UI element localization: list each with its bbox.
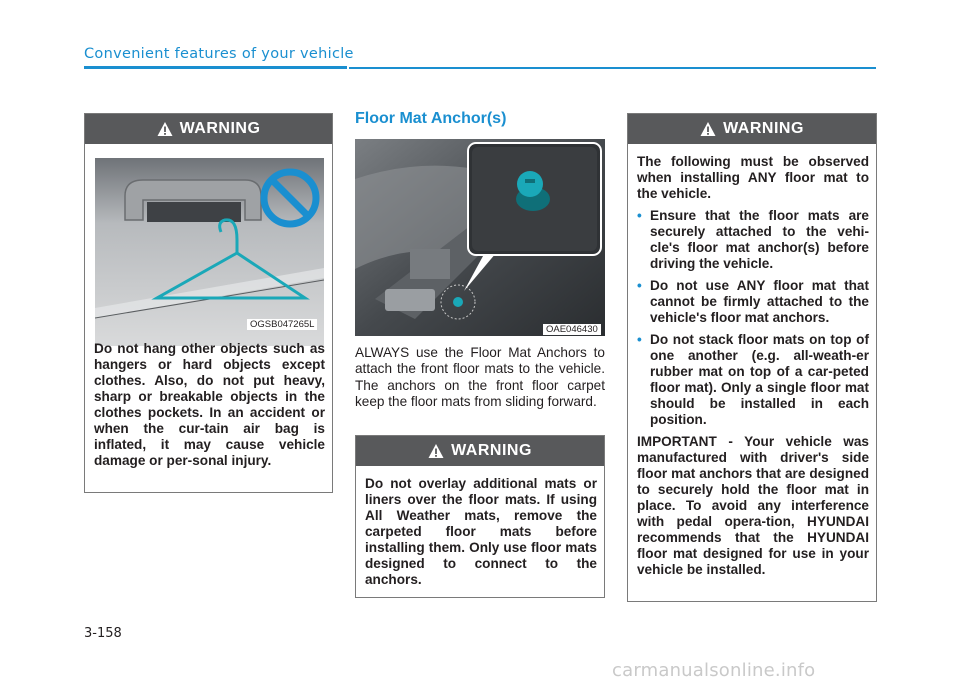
body-paragraph: ALWAYS use the Floor Mat Anchors to attach the front floor mats to the vehicle. The anchors on the front floor carpet keep the floor mats from sliding forward. <box>355 345 605 409</box>
warning-heading: WARNING <box>451 442 532 459</box>
list-item-text: Do not stack floor mats on top of one another (e.g. all-weath-er rubber mat on top of a car-peted floor mat). Only a single floor mat should be installed in each position. <box>650 332 869 427</box>
warning-triangle-icon <box>700 121 716 137</box>
warning-box-overlay-mats <box>355 435 605 598</box>
warning-box-floor-mat-install <box>627 113 877 602</box>
header-rule-thin <box>349 67 876 69</box>
page-number: 3-158 <box>84 626 122 641</box>
warning-triangle-icon <box>428 443 444 459</box>
clothes-hanger-illustration <box>95 158 324 346</box>
warning-heading: WARNING <box>723 120 804 137</box>
warning-header <box>356 436 604 466</box>
list-item <box>637 208 869 272</box>
warning-box-hangers <box>84 113 333 493</box>
floor-mat-anchor-illustration <box>355 139 605 336</box>
warning-text: Do not hang other objects such as hangers or hard objects except clothes. Also, do not put heavy, sharp or breakable objects in the clothes pockets. In an accident or when the cur-tain air bag is inflated, it may cause vehicle damage or per-sonal injury. <box>94 341 325 468</box>
warning-triangle-icon <box>157 121 173 137</box>
image-caption: OGSB047265L <box>247 319 317 330</box>
warning-header <box>85 114 332 144</box>
warning-heading: WARNING <box>179 120 261 137</box>
subsection-title: Floor Mat Anchor(s) <box>355 110 507 127</box>
image-caption: OAE046430 <box>543 324 601 335</box>
list-item-text: Do not use ANY floor mat that cannot be firmly attached to the vehicle's floor mat anchors. <box>650 278 869 325</box>
section-title: Convenient features of your vehicle <box>84 46 354 62</box>
list-item <box>637 278 869 326</box>
list-item <box>637 332 869 428</box>
bullet-icon: • <box>637 278 642 293</box>
bullet-icon: • <box>637 208 642 223</box>
header-rule-thick <box>84 66 347 69</box>
warning-intro: The following must be observed when installing ANY floor mat to the vehicle. <box>637 154 869 201</box>
warning-header <box>628 114 876 144</box>
list-item-text: Ensure that the floor mats are securely attached to the vehi-cle's floor mat anchor(s) before driving the vehicle. <box>650 208 869 271</box>
important-note: IMPORTANT - Your vehicle was manufactured with driver's side floor mat anchors that are designed to securely hold the floor mat in place. To avoid any interference with pedal opera-tion, HYUNDAI recommends that the HYUNDAI floor mat designed for use in your vehicle be installed. <box>637 434 869 577</box>
warning-text: Do not overlay additional mats or liners over the floor mats. If using All Weather mats, remove the carpeted floor mats before installing them. Only use floor mats designed to connect to the anchors. <box>365 476 597 587</box>
watermark: carmanualsonline.info <box>612 660 816 681</box>
bullet-icon: • <box>637 332 642 347</box>
